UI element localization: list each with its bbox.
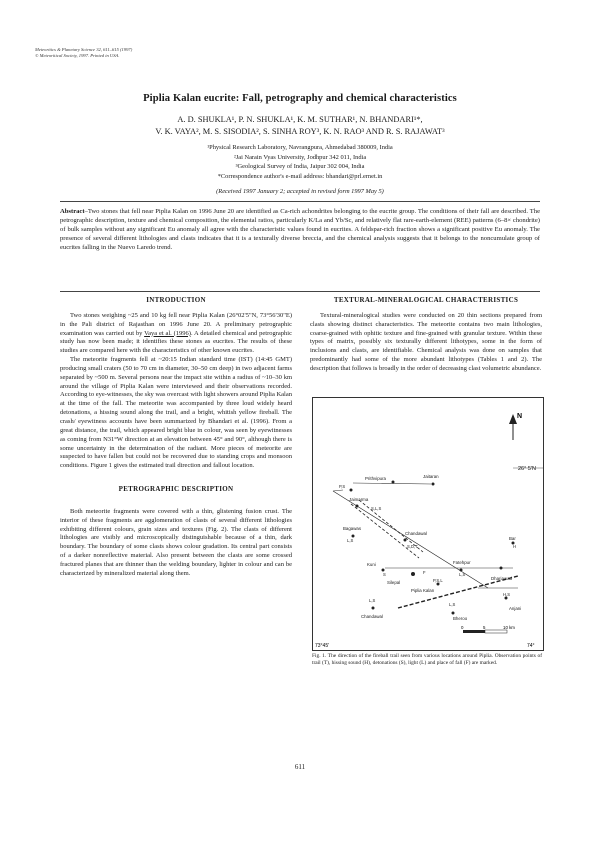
place-label: Bheroo	[453, 616, 468, 621]
place-markers	[350, 481, 515, 615]
figure-caption-text: The direction of the fireball trail seen from various locations around Piplia. Observation points of trail (T), hissing sound (H), detonations (S), light (L) and place of fall (F) are marked.	[312, 653, 542, 666]
intro-paragraph-2: The meteorite fragments fell at ~20:15 Indian standard time (IST) (14:45 GMT) producing small craters (50 to 70 cm in diameter, 30–50 cm deep) in two adjacent farms separated by ~500 m. Several persons near the impact site within a radius of ~10–30 km around the village of Piplia Kalan were interviewed and their observations recorded. According to eye-witnesses, the sky was overcast with light showers around Piplia Kalan at the time of the fall. The meteorite was accompanied by three loud widely heard detonations, a hissing sound along the trail, and a bright, whitish yellow fireball. The crash/ eyewitness accounts have been summarized by Bhandari et al. (1996). From a great distance, the trail, which appeared bright blue in colour, was seen by eyewitnesses as coming from N31°W direction at an elevation between 45° and 90°, although there is some uncertainty in the determination of the radiant. More pieces of meteorite are suspected to have fallen but could not be recovered due to standing crops and monsoon conditions. Figure 1 gives the estimated trail direction and fallout location.	[60, 356, 292, 470]
textural-paragraph-1: Textural-mineralogical studies were conducted on 20 thin sections prepared from clasts showing distinct characteristics. The meteorite contains two main lithologies, coarse-grained with ophitic texture and fine-grained with granular texture. Within these types of matrix, possibly six texturally different lithotypes, some in the form of inclusions and clasts, are identifiable. Chemical analysis was done on samples that predominantly had some of the more abundant lithotypes (Tables 1 and 2). The description that follows is broadly in the order of decreasing clast volumetric abundance.	[310, 311, 542, 372]
fireball-trail-map	[313, 398, 543, 650]
place-label: Dhariawad	[491, 576, 512, 581]
affiliation-1: ¹Physical Research Laboratory, Navrangpura, Ahmedabad 380009, India	[207, 144, 393, 151]
journal-header	[35, 47, 132, 58]
petrographic-heading: PETROGRAPHIC DESCRIPTION	[118, 485, 234, 494]
observation-code: L,S	[449, 602, 456, 607]
observation-code: P,S,L	[433, 578, 443, 583]
place-label: Jaitaran	[423, 474, 439, 479]
observation-code: F	[423, 570, 426, 575]
svg-text:0: 0	[461, 625, 464, 630]
place-label: Bar	[509, 536, 516, 541]
page-number: 611	[294, 763, 306, 771]
longitude-left: 73°45'	[315, 643, 330, 649]
abstract-bottom-rule	[60, 291, 540, 292]
abstract-top-rule	[60, 201, 540, 202]
textural-heading: TEXTURAL-MINERALOGICAL CHARACTERISTICS	[333, 296, 519, 304]
place-label: Jaimarma	[349, 497, 369, 502]
observation-code: L,S	[347, 538, 354, 543]
intro-paragraph-1: Two stones weighing ~25 and 10 kg fell near Piplia Kalan (26°02'5"N, 73°56'30"E) in the Pali district of Rajasthan on 1996 June 20. A preliminary petrographic examination was carried out by Vaya et al. (1996). A detailed chemical and petrographic study has now been made; it identifies these stones as eucrites. The results of these studies are compared here with the characteristics of other known eucrites.	[60, 311, 292, 355]
abstract-text: –Two stones that fell near Piplia Kalan on 1996 June 20 are identified as Ca-rich achondrites belonging to the eucrite group. The conditions of their fall are described. The petrographic description, texture and chemical composition, the elemental ratios, particularly K/La and Yb/Sc, and relatively flat rare-earth-element (REE) patterns (6–8× chondrite) of bulk samples without any significant Eu anomaly all agree with the characteristic values found in eucrites. A feldspar-rich fraction shows a significant positive Eu anomaly. The presence of several different lithologies and clasts indicates that it is a texturally diverse breccia, and the chemical analysis suggests that it belongs to the noncumulate group of eucrites falling in the Nuevo Laredo trend.	[60, 208, 540, 252]
observation-code: L,S	[459, 572, 466, 577]
citation-vaya[interactable]: Vaya et al. (1996)	[144, 329, 191, 337]
svg-text:10 km: 10 km	[503, 625, 515, 630]
place-label: Anjani	[509, 606, 522, 611]
place-label: Fatehpur	[453, 560, 471, 565]
affiliation-2: ²Jai Narain Vyas University, Jodhpur 342 011, India	[233, 153, 367, 161]
place-label: Prithvipura	[365, 476, 386, 481]
observation-code: S,D,T	[407, 544, 418, 549]
observation-code: S	[383, 572, 386, 577]
introduction-heading: INTRODUCTION	[146, 296, 206, 304]
place-label: Silepal	[387, 580, 401, 585]
place-label: Piplia Kalan	[411, 588, 435, 593]
place-label: Kuni	[367, 562, 376, 567]
left-column	[60, 296, 292, 579]
north-label: N	[517, 413, 523, 420]
observation-code: H,S	[503, 592, 510, 597]
received-dates: (Received 1997 January 2; accepted in revised form 1997 May 5)	[216, 188, 384, 195]
affiliations	[0, 143, 600, 181]
place-label: Chandawal	[361, 614, 383, 619]
observation-code: S,L,S	[371, 506, 382, 511]
figure-caption-label: Fig. 1.	[312, 653, 327, 659]
correspondence-email: *Correspondence author's e-mail address: bhandari@prl.ernet.in	[217, 172, 383, 180]
observation-code: P,S	[339, 484, 346, 489]
affiliation-3: ³Geological Survey of India, Jaipur 302 004, India	[235, 163, 365, 170]
journal-copyright: © Meteoritical Society, 1997. Printed in USA.	[35, 52, 120, 58]
latitude-label: 26° 5'N	[518, 466, 536, 472]
right-column	[310, 296, 542, 374]
journal-citation: Meteoritics & Planetary Science 32, 611–615 (1997)	[35, 47, 133, 52]
petro-paragraph-1: Both meteorite fragments were covered with a thin, glistening fusion crust. The interior of these fragments are agglomeration of clasts of several different lithologies exhibiting different colours, grain sizes and textures (Fig. 2). The clasts of different lithologies are visibly and microscopically distinguishable because of a thin, dark boundary. The boundary of some clasts shows colour gradation. Its central part consists of a darker nonreflective material. Also present between the clasts are some crossed fractured planes that are thinner than the welding boundary, lighter in colour and can be characterized by mineralized material along them.	[60, 507, 292, 577]
figure-1-map	[312, 397, 544, 651]
authors-line-1: A. D. SHUKLA¹, P. N. SHUKLA¹, K. M. SUTHAR¹, N. BHANDARI¹*,	[177, 115, 423, 124]
place-label: Chandawal	[405, 531, 427, 536]
place-label: Bagawas	[343, 526, 362, 531]
longitude-right: 74°	[527, 643, 535, 649]
authors-line-2: V. K. VAYA², M. S. SISODIA², S. SINHA ROY³, K. N. RAO³ AND R. S. RAJAWAT³	[155, 127, 445, 136]
scale-bar	[461, 625, 515, 633]
paper-title: Piplia Kalan eucrite: Fall, petrography and chemical characteristics	[143, 93, 457, 104]
observation-code: L,S	[369, 598, 376, 603]
author-list	[0, 114, 600, 138]
north-arrow-icon	[509, 414, 517, 440]
abstract-label: Abstract	[60, 208, 85, 215]
svg-text:5: 5	[483, 625, 486, 630]
figure-1-caption	[312, 653, 542, 667]
observation-code: H	[513, 544, 517, 549]
abstract	[60, 207, 540, 252]
